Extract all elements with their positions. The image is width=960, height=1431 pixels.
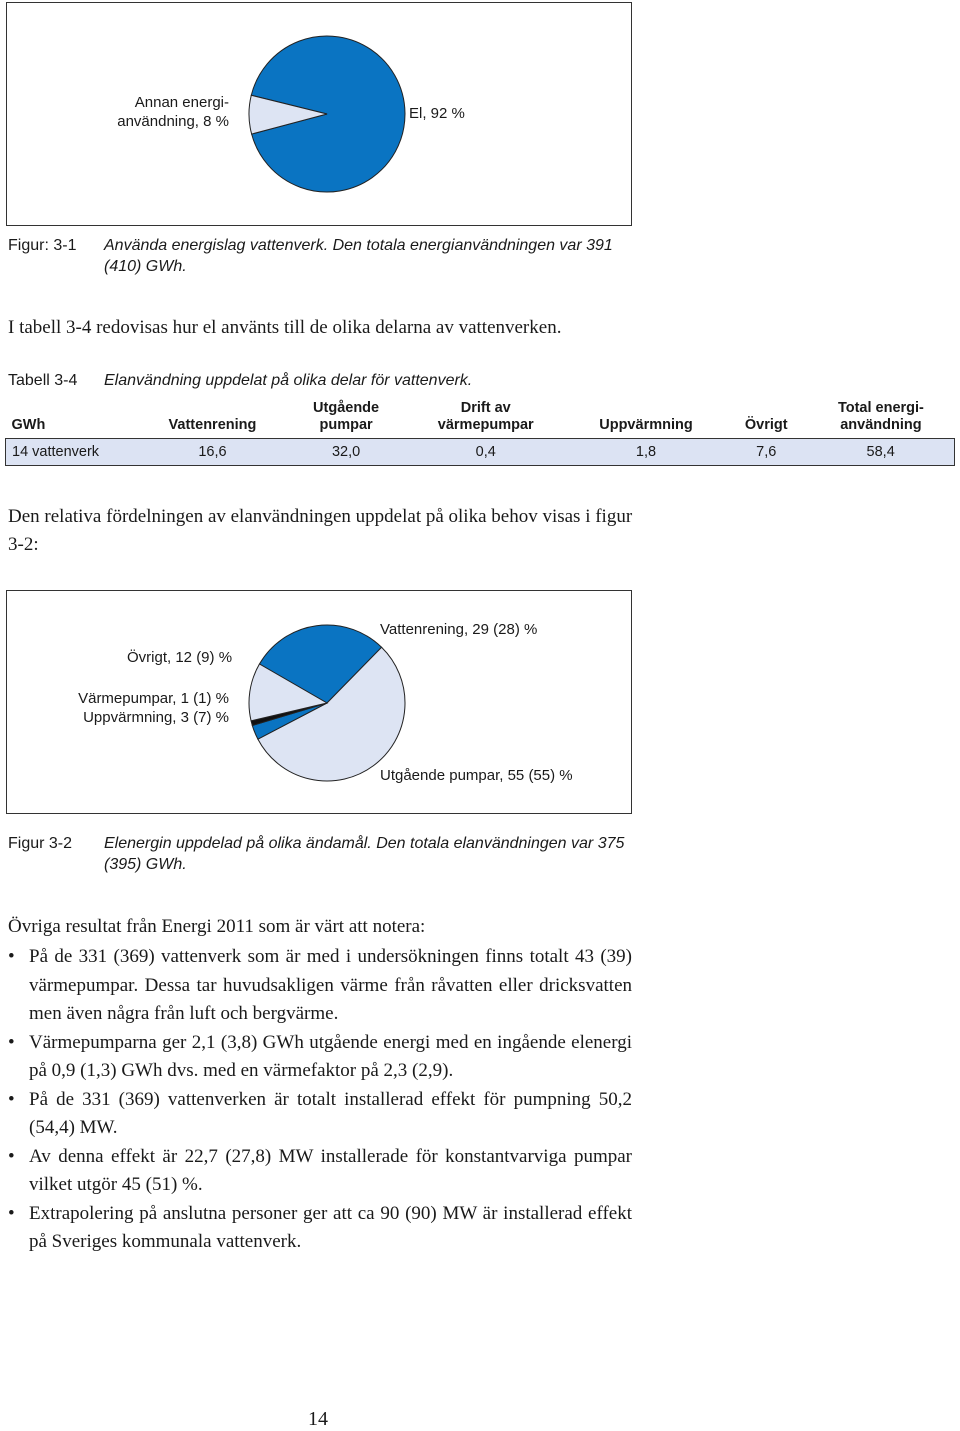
caption-text: Använda energislag vattenverk. Den totala energianvändningen var 391 (410) GWh. <box>104 237 613 275</box>
results-list <box>8 943 632 1257</box>
caption-text: Elenergin uppdelad på olika ändamål. Den totala elanvändningen var 375 (395) GWh. <box>104 835 625 873</box>
list-item-text: Av denna effekt är 22,7 (27,8) MW installerade för konstantvarviga pumpar vilket utgör 45 (51) %. <box>29 1145 632 1195</box>
list-item-text: På de 331 (369) vattenverk som är med i undersökningen finns totalt 43 (39) värmepumpar. Dessa tar huvudsakligen värme från råvatten eller dricksvatten men även några från luft och bergvärme. <box>29 946 632 1024</box>
cell-total: 58,4 <box>807 439 954 466</box>
th-total: Total energi- användning <box>837 400 924 433</box>
cell-ovrigt: 7,6 <box>725 439 807 466</box>
cell-label: 14 vattenverk <box>6 439 138 466</box>
pie2-label-utgaende: Utgående pumpar, 55 (55) % <box>380 767 573 784</box>
list-item-text: Värmepumparna ger 2,1 (3,8) GWh utgående energi med en ingående elenergi på 0,9 (1,3) GWh dvs. med en värmefaktor på 2,3 (2,9). <box>29 1031 632 1081</box>
table-row <box>6 439 955 466</box>
bullet-icon: • <box>8 1088 15 1110</box>
pie1-label-el: El, 92 % <box>409 105 465 122</box>
list-item <box>8 1029 632 1086</box>
pie2-label-uppvarmning: Uppvärmning, 3 (7) % <box>83 709 229 726</box>
th-utgaende: Utgående pumpar <box>313 400 380 433</box>
page-number: 14 <box>308 1408 328 1430</box>
energy-table <box>5 398 955 466</box>
figure-3-1-caption <box>8 235 628 279</box>
paragraph-table-intro: I tabell 3-4 redovisas hur el använts till de olika delarna av vattenverken. <box>8 317 562 338</box>
list-item-text: Extrapolering på anslutna personer ger att ca 90 (90) MW är installerad effekt på Sveriges kommunala vattenverk. <box>29 1202 632 1252</box>
caption-text: Elanvändning uppdelat på olika delar för vattenverk. <box>104 372 473 389</box>
table-header-row <box>6 398 955 439</box>
pie2-label-vattenrening: Vattenrening, 29 (28) % <box>380 621 538 638</box>
pie2-label-varmepumpar: Värmepumpar, 1 (1) % <box>78 690 229 707</box>
pie1-label-annan: Annan energi- användning, 8 % <box>117 94 229 130</box>
caption-number: Tabell 3-4 <box>8 372 78 389</box>
th-uppvarmning: Uppvärmning <box>599 417 693 433</box>
figure-3-2-caption <box>8 833 628 877</box>
list-item <box>8 1200 632 1257</box>
paragraph-fig2-intro: Den relativa fördelningen av elanvändningen uppdelat på olika behov visas i figur 3-2: <box>8 506 633 555</box>
bullet-icon: • <box>8 1145 15 1167</box>
th-ovrigt: Övrigt <box>744 417 788 433</box>
list-item <box>8 943 632 1029</box>
figure-3-2-box <box>6 590 632 814</box>
caption-number: Figur 3-2 <box>8 835 73 852</box>
cell-utgaende: 32,0 <box>287 439 404 466</box>
table-3-4-caption <box>8 370 628 392</box>
th-vattenrening: Vattenrening <box>168 417 257 433</box>
bullet-icon: • <box>8 1202 15 1224</box>
bullet-icon: • <box>8 1031 15 1053</box>
list-item-text: På de 331 (369) vattenverken är totalt installerad effekt för pumpning 50,2 (54,4) MW. <box>29 1088 632 1138</box>
paragraph-results-intro: Övriga resultat från Energi 2011 som är värt att notera: <box>8 916 426 937</box>
cell-uppvarmning: 1,8 <box>567 439 725 466</box>
cell-drift: 0,4 <box>405 439 567 466</box>
list-item <box>8 1143 632 1200</box>
list-item <box>8 1086 632 1143</box>
pie2-label-ovrigt: Övrigt, 12 (9) % <box>127 649 233 666</box>
figure-3-1-box <box>6 2 632 226</box>
cell-vattenrening: 16,6 <box>138 439 288 466</box>
th-drift: Drift av värmepumpar <box>437 400 534 433</box>
caption-number: Figur: 3-1 <box>8 237 77 254</box>
bullet-icon: • <box>8 946 15 967</box>
th-gwh: GWh <box>11 417 46 433</box>
